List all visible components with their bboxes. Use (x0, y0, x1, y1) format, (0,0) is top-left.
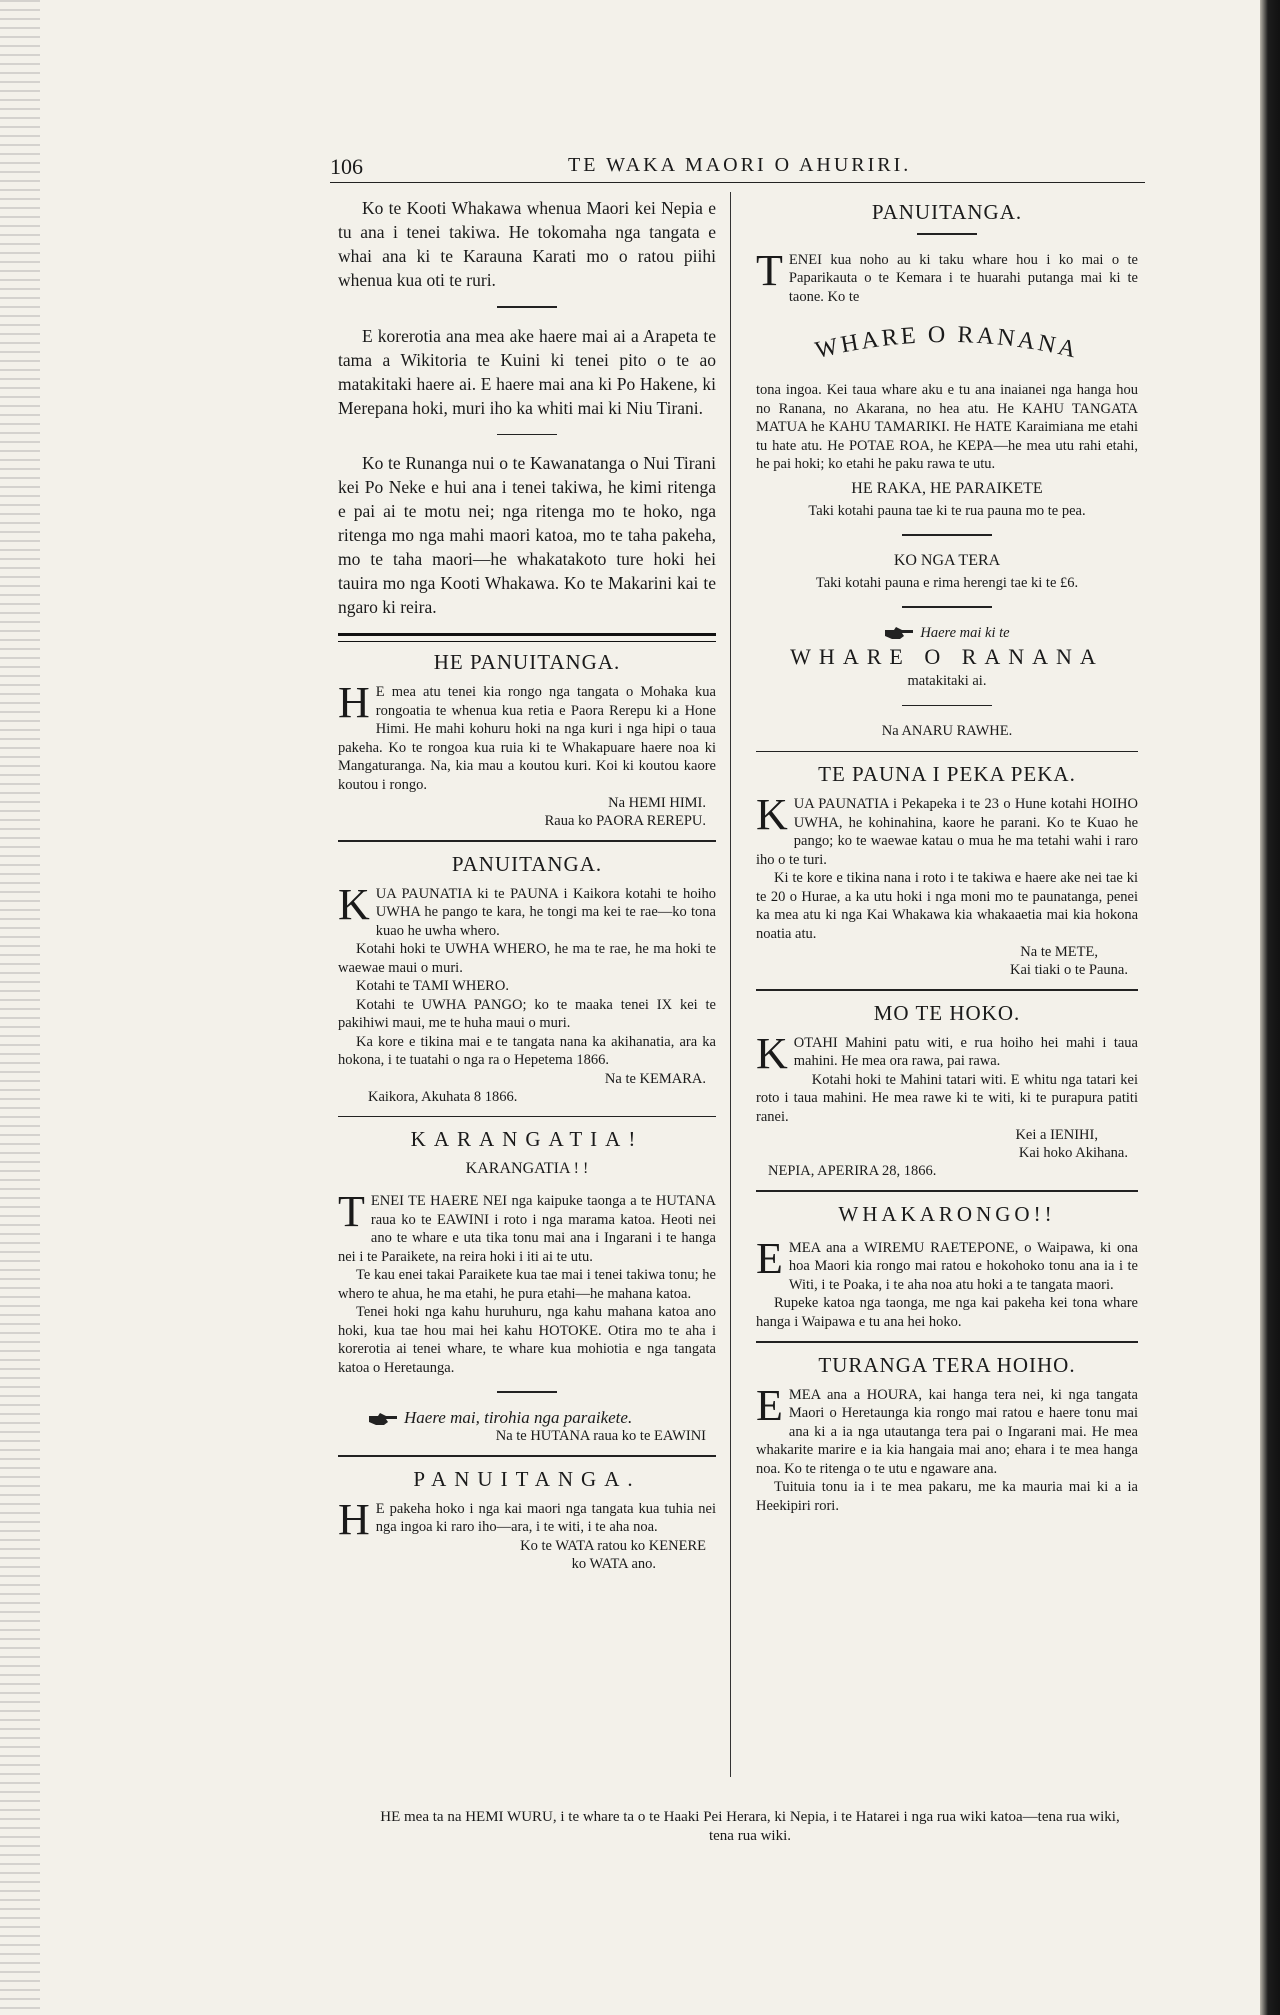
advert-body: Kotahi te TAMI WHERO. (356, 978, 509, 994)
advert-body: UA PAUNATIA i Pekapeka i te 23 o Hune kotahi HOIHO UWHA, he kohinahina, kaore he parani. Ko te Kuao he pango; ko te waewae katau o mua he ma tetahi wahi i raro iho o te turi. (756, 796, 1138, 868)
signature: Na ANARU RAWHE. (881, 723, 1013, 739)
drop-cap: K (756, 1028, 788, 1078)
signature: Kei a IENIHI, (1015, 1127, 1098, 1143)
arched-text: WHARE O RANANA (812, 321, 1082, 364)
signature: Na te HUTANA raua ko te EAWINI (495, 1428, 706, 1444)
advert-title: WHAKARONGO!! (838, 1201, 1056, 1226)
advert-panuitanga-wata (338, 1467, 716, 1573)
advert-body: OTAHI Mahini patu witi, e rua hoiho hei mahi i taua mahini. He mea ora rawa, pai rawa. (793, 1034, 1138, 1069)
divider (338, 840, 716, 842)
pointing-hand-icon (368, 1412, 398, 1426)
advert-body: Kotahi te UWHA PANGO; ko te maaka tenei IX kei te pakihiwi maui, me te huha maui o muri. (338, 996, 716, 1031)
advert-invite: Haere mai, tirohia nga paraikete. (404, 1407, 633, 1427)
advert-title: TURANGA TERA HOIHO. (818, 1352, 1076, 1377)
divider (917, 233, 977, 235)
advert-body: Ki te kore e tikina nana i roto i te takiwa e haere ake nei tae ki te 20 o Hurae, a ka utu hoki i nga moni mo te paunatanga, penei ka mea atu ki nga Kai Whakawa kia whakaaetia mai kia hokona noatia atu. (756, 870, 1138, 942)
drop-cap: H (338, 1494, 370, 1544)
dateline: Kaikora, Akuhata 8 1866. (368, 1088, 518, 1105)
advert-karangatia (338, 1127, 716, 1445)
news-paragraph: E korerotia ana mea ake haere mai ai a Arapeta te tama a Wikitoria te Kuini ki tenei pito o te ao matakitaki haere ai. E haere mai ana ki Po Hakene, ki Merepana hoki, muri iho ka whiti mai ki Niu Tirani. (338, 325, 716, 418)
signature: Na te METE, (1020, 944, 1098, 960)
advert-body: Tenei hoki nga kahu huruhuru, nga kahu mahana katoa ano hoki, kua tae hou mai hei kahu HOTOKE. Otira mo te aha i korerotia ai tenei whare, te whare kua mohiotia e nga tangata katoa o Heretaunga. (338, 1304, 716, 1376)
advert-body: ENEI TE HAERE NEI nga kaipuke taonga a te HUTANA raua ko te EAWINI i roto i nga marama katoa. Heoti nei ano te whare e uta tika tonu mai ana i Ingarani i te hanga nei i te Paraikete, na reira hoki i iti ai te utu. (338, 1193, 716, 1265)
divider (497, 306, 557, 308)
signature: ko WATA ano. (571, 1555, 656, 1572)
advert-panuitanga-kaikora (338, 852, 716, 1106)
signature: Ko te WATA ratou ko KENERE (520, 1537, 706, 1554)
advert-body: matakitaki ai. (907, 673, 987, 689)
svg-text:WHARE O RANANA (813, 322, 1081, 364)
arched-shop-name (756, 306, 1138, 370)
divider (756, 751, 1138, 753)
divider (756, 1341, 1138, 1343)
page-number: 106 (330, 154, 363, 179)
signature: Raua ko PAORA REREPU. (544, 813, 706, 829)
drop-cap: T (756, 245, 783, 295)
advert-turanga-tera-hoiho (756, 1353, 1138, 1516)
advert-body: Te kau enei takai Paraikete kua tae mai i tenei takiwa tonu; he whero te ahua, he ma etahi, he pura etahi—he mahana katoa. (338, 1267, 716, 1302)
advert-title: KARANGATIA! (410, 1127, 644, 1151)
divider (756, 989, 1138, 991)
advert-body: Ka kore e tikina mai e te tangata nana ka akihanatia, ara ka hokona, i te tuatahi o nga ra o Hepetema 1866. (338, 1033, 716, 1068)
advert-title: PANUITANGA. (871, 200, 1023, 224)
divider (497, 1391, 557, 1393)
advert-body: MEA ana a HOURA, kai hanga tera nei, ki nga tangata Maori o Heretaunga kia rongo mai ratou e haere tonu mai ana ki a ia nga utautanga tera pai o Ingarani mai. He mea whakarite marire e ia kia hangaia mai ano; ehara i te mea hanga noa. Ko te ritenga o te utu e ngaware ana. (756, 1386, 1138, 1477)
drop-cap: H (338, 678, 370, 727)
signature: Na te KEMARA. (604, 1070, 706, 1087)
printer-imprint: HE mea ta na HEMI WURU, i te whare ta o te Haaki Pei Herara, ki Nepia, i te Hatarei i nga rua wiki katoa—tena rua wiki, tena rua wiki. (380, 1809, 1120, 1844)
advert-title: PANUITANGA. (451, 851, 603, 876)
advert-body: Taki kotahi pauna tae ki te rua pauna mo te pea. (808, 502, 1086, 519)
advert-subtitle: KARANGATIA ! ! (465, 1160, 589, 1177)
drop-cap: T (338, 1187, 365, 1236)
advert-title: TE PAUNA I PEKA PEKA. (818, 762, 1076, 786)
advert-body: E pakeha hoko i nga kai maori nga tangata kua tuhia nei nga ingoa ki raro iho—ara, i te witi, i te aha noa. (375, 1500, 716, 1535)
advert-whare-o-ranana (756, 200, 1138, 741)
signature: Kai hoko Akihana. (1018, 1145, 1128, 1161)
news-paragraph: Ko te Runanga nui o te Kawanatanga o Nui Tirani kei Po Neke e hui ana i tenei takiwa, he kimi ritenga e pai ai te motu nei; nga ritenga mo te hoko, nga ritenga mo nga mahi maori katoa, mo te taha pakeha, mo te taha maori—he whakatakoto ture hoki hei tauira mo nga Kooti Whakawa. Ko te Makarini kai te ngaro ki reira. (338, 453, 716, 617)
advert-body: E mea atu tenei kia rongo nga tangata o Mohaka kua rongoatia te whenua kua retia e Paora Rerepu ki a Hone Himi. He mahi kohuru hoki na nga kuri i nga hipi o taua pakeha. Ko te rongoa kua ruia ki te Whakapuare haere noa ki Mangaturanga. Na, kia mau a koutou kuri. Koi ki koutou kaore koutou i rongo. (338, 684, 716, 793)
divider (902, 606, 992, 608)
advert-mo-te-hoko (756, 1001, 1138, 1181)
drop-cap: E (756, 1233, 783, 1283)
advert-big-name: WHARE O RANANA (790, 644, 1104, 669)
column-divider (730, 192, 731, 1777)
advert-body: tona ingoa. Kei taua whare aku e tu ana inaianei nga hanga hou no Ranana, no Akarana, no hea atu. He KAHU TANGATA MATUA he KAHU TAMARIKI. He HATE Karaimiana me etahi tu hate atu. He POTAE ROA, he KEPA—he mea utu rahi etahi, he pai hoki; ko etahi he paku rawa te utu. (756, 382, 1138, 472)
advert-title: MO TE HOKO. (873, 1000, 1021, 1025)
newspaper-page (330, 148, 1145, 1868)
advert-title: PANUITANGA. (413, 1466, 641, 1491)
signature: Kai tiaki o te Pauna. (1010, 962, 1128, 978)
drop-cap: E (756, 1380, 783, 1430)
advert-body: Rupeke katoa nga taonga, me nga kai pakeha kei tona whare hanga i Waipawa e tu ana hei hoko. (756, 1295, 1138, 1330)
advert-te-pauna-peka-peka (756, 762, 1138, 979)
pointing-hand-icon (884, 626, 914, 640)
binding-edge-right (1260, 0, 1280, 2015)
advert-title: HE PANUITANGA. (433, 650, 621, 674)
advert-subheading: KO NGA TERA (893, 551, 1001, 569)
drop-cap: K (756, 790, 788, 839)
right-column (756, 196, 1138, 1515)
section-rule (338, 633, 716, 642)
page-edge-left (0, 0, 40, 2015)
divider (497, 434, 557, 436)
advert-body: Taki kotahi pauna e rima herengi tae ki te £6. (815, 574, 1079, 591)
divider (902, 705, 992, 707)
drop-cap: K (338, 879, 370, 929)
divider (902, 534, 992, 536)
page-header (330, 148, 1145, 183)
advert-body: Tuituia tonu ia i te mea pakaru, me ka mauria mai ki a ia Heekipiri rori. (756, 1479, 1138, 1514)
dateline: NEPIA, APERIRA 28, 1866. (768, 1163, 937, 1179)
advert-body: UA PAUNATIA ki te PAUNA i Kaikora kotahi te hoiho UWHA he pango te kara, he tongi ma kei te rae—ko tona kuao he uwha whero. (375, 885, 716, 939)
advert-subheading: HE RAKA, HE PARAIKETE (851, 479, 1043, 497)
advert-invite: Haere mai ki te (920, 624, 1010, 641)
advert-whakarongo (756, 1202, 1138, 1332)
advert-he-panuitanga (338, 650, 716, 830)
divider (756, 1190, 1138, 1192)
masthead-title: TE WAKA MAORI O AHURIRI. (568, 154, 912, 176)
divider (338, 1455, 716, 1457)
left-column (338, 196, 716, 1573)
news-paragraph: Ko te Kooti Whakawa whenua Maori kei Nepia e tu ana i tenei takiwa. He tokomaha nga tangata e whai ana ki te Karauna Karati mo o ratou piihi whenua kua oti te ruri. (338, 198, 716, 290)
advert-body: Kotahi hoki te UWHA WHERO, he ma te rae, he ma hoki te waewae maui o muri. (338, 941, 716, 976)
advert-body: MEA ana a WIREMU RAETEPONE, o Waipawa, ki ona hoa Maori kia rongo mai ratou e hokohoko tonu ana ia i te Witi, i te Poaka, i te aha noa atu hoki a te tangata maori. (788, 1239, 1138, 1293)
advert-body: ENEI kua noho au ki taku whare hou i ko mai o te Paparikauta o te Kemara i te huarahi putanga mai ki te taone. Ko te (788, 251, 1138, 305)
advert-body: Kotahi hoki te Mahini tatari witi. E whitu nga tatari kei roto i taua mahini. He mea rawe ki te witi, ki te purapura patiti ranei. (756, 1071, 1138, 1125)
signature: Na HEMI HIMI. (608, 795, 706, 811)
divider (338, 1116, 716, 1118)
